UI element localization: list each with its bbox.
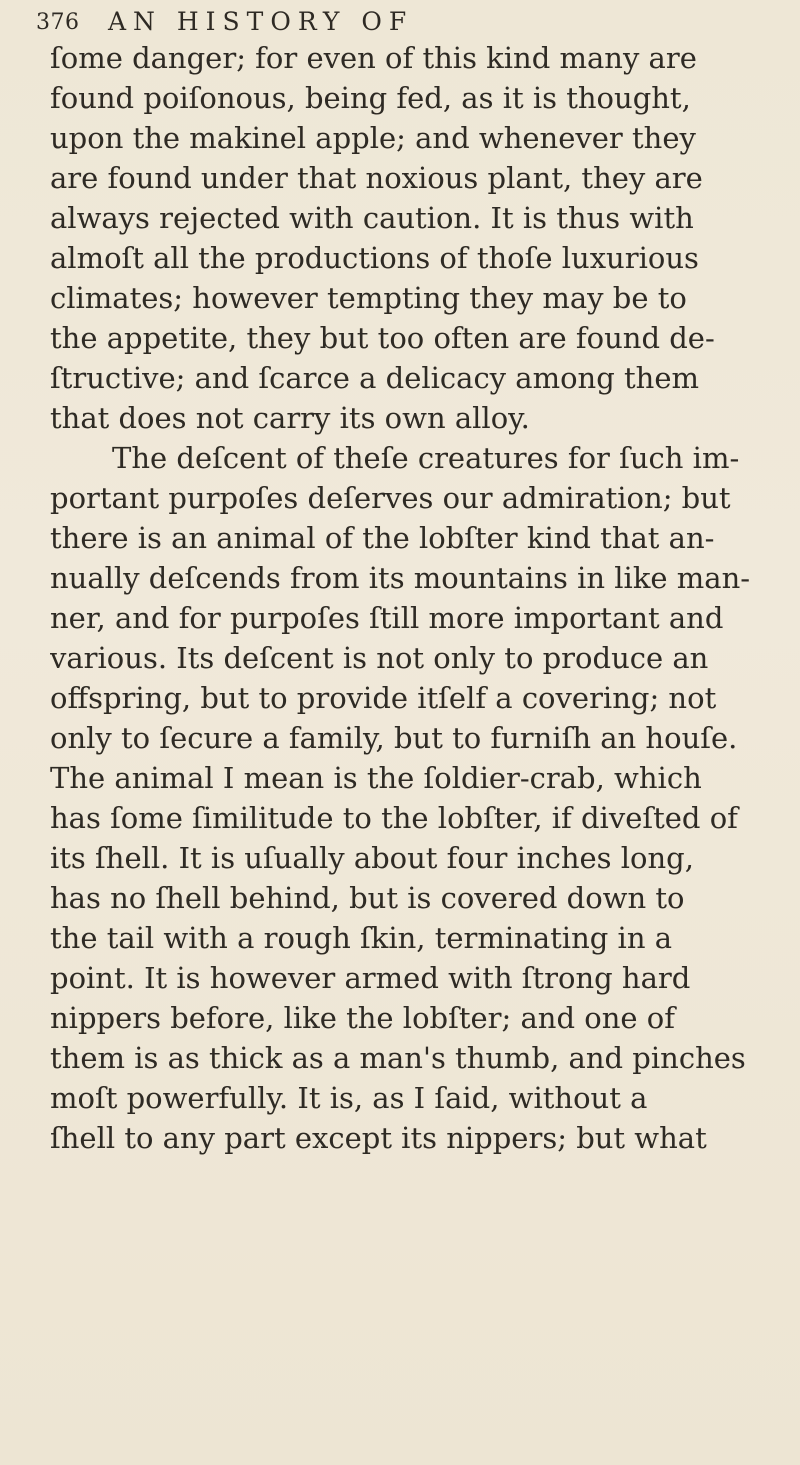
text-line: the appetite, they but too often are found de- <box>50 321 715 355</box>
text-line: ner, and for purpoſes ſtill more important and <box>50 601 724 635</box>
page-number: 376 <box>36 10 80 35</box>
text-line: portant purpoſes deſerves our admiration; but <box>50 481 731 515</box>
text-line: the tail with a rough ſkin, terminating in a <box>50 921 672 955</box>
text-line: point. It is however armed with ſtrong hard <box>50 961 691 995</box>
text-line: ſhell to any part except its nippers; but what <box>50 1121 707 1155</box>
text-line: found poiſonous, being fed, as it is thought, <box>50 81 691 115</box>
paragraph-start-line: The deſcent of theſe creatures for ſuch im- <box>112 441 740 475</box>
text-line: nually deſcends from its mountains in like man- <box>50 561 751 595</box>
text-line: always rejected with caution. It is thus with <box>50 201 694 235</box>
text-line: there is an animal of the lobſter kind that an- <box>50 521 715 555</box>
text-line: them is as thick as a man's thumb, and pinches <box>50 1041 746 1075</box>
text-line: The animal I mean is the ſoldier-crab, which <box>50 761 702 795</box>
text-line: has ſome ſimilitude to the lobſter, if diveſted of <box>50 801 738 835</box>
body-text <box>50 38 762 1158</box>
text-line: ſome danger; for even of this kind many are <box>50 41 697 75</box>
page-header <box>36 0 756 34</box>
text-line: ſtructive; and ſcarce a delicacy among them <box>50 361 699 395</box>
text-line: its ſhell. It is uſually about four inches long, <box>50 841 694 875</box>
text-line: has no ſhell behind, but is covered down to <box>50 881 685 915</box>
text-line: climates; however tempting they may be to <box>50 281 687 315</box>
text-line: are found under that noxious plant, they are <box>50 161 703 195</box>
text-line: upon the makinel apple; and whenever they <box>50 121 696 155</box>
text-line: almoſt all the productions of thoſe luxurious <box>50 241 699 275</box>
text-line: moſt powerfully. It is, as I ſaid, without a <box>50 1081 648 1115</box>
text-line: offspring, but to provide itſelf a covering; not <box>50 681 717 715</box>
text-line: various. Its deſcent is not only to produce an <box>50 641 709 675</box>
text-line: only to ſecure a family, but to furniſh an houſe. <box>50 721 738 755</box>
text-line: nippers before, like the lobſter; and one of <box>50 1001 675 1035</box>
running-title: AN HISTORY OF <box>108 7 414 36</box>
text-line: that does not carry its own alloy. <box>50 401 530 435</box>
